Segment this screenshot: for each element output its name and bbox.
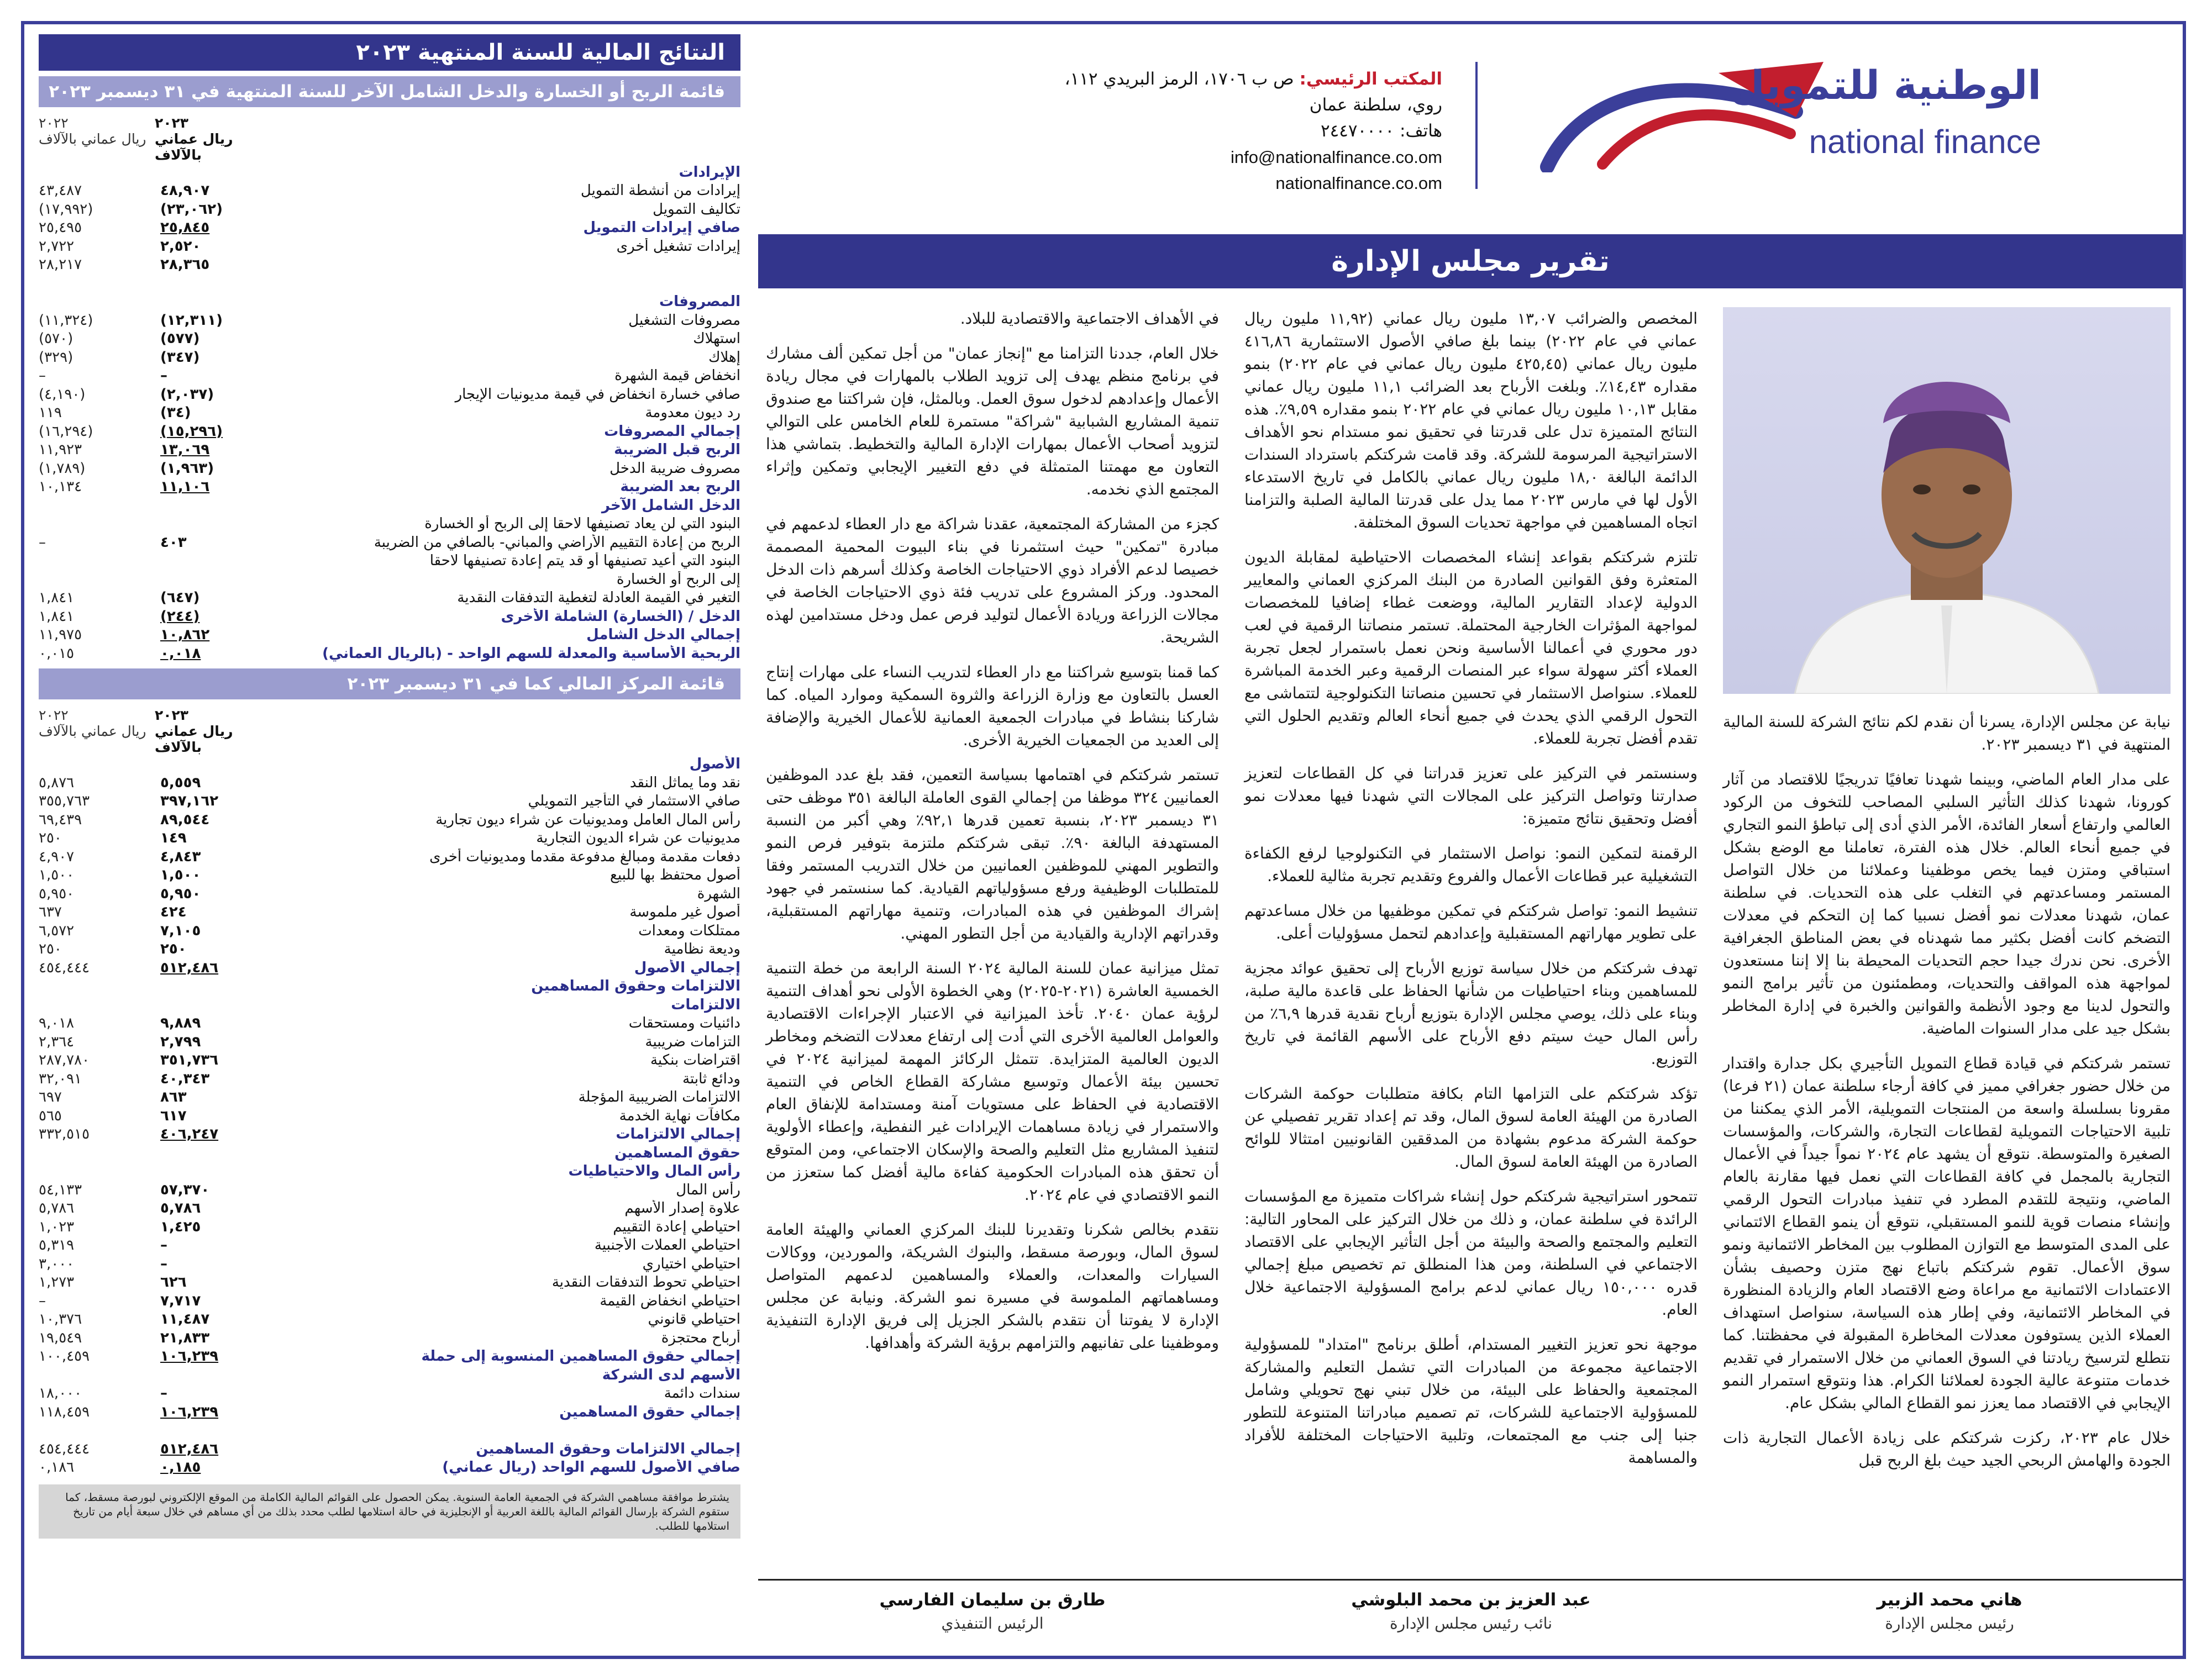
unit-label-2023: ريال عماني بالآلاف bbox=[155, 723, 233, 755]
value-2022: – bbox=[39, 367, 46, 385]
header-divider bbox=[1475, 62, 1478, 189]
financial-row bbox=[39, 1347, 740, 1366]
financial-row bbox=[39, 1255, 740, 1273]
value-2022: ١٠,٣٧٦ bbox=[39, 1311, 82, 1328]
value-2022: ٢٥٠ bbox=[39, 941, 62, 958]
balance-sheet-title: قائمة المركز المالي كما في ٣١ ديسمبر ٢٠٢٣ bbox=[39, 668, 740, 699]
row-label: البنود التي أعيد تصنيفها أو قد يتم إعادة تصنيفها لاحقا bbox=[429, 552, 740, 570]
financial-row bbox=[39, 200, 740, 219]
footnote: يشترط موافقة مساهمي الشركة في الجمعية العامة السنوية. يمكن الحصول على القوائم المالية الكاملة من الموقع الإلكتروني لبورصة مسقط، كما ستقوم الشركة بإرسال القوائم المالية باللغة العربية أو الإنجليزية في حالة استلامها لطلب محدد بذلك من أي مساهم في خلال سبعة أيام من تاريخ استلامها للطلب. bbox=[39, 1484, 740, 1539]
value-2023: ١١,٤٨٧ bbox=[160, 1311, 210, 1328]
financial-row bbox=[39, 1033, 740, 1051]
report-column-3 bbox=[766, 307, 1219, 1366]
paragraph: في الأهداف الاجتماعية والاقتصادية للبلاد. bbox=[960, 309, 1219, 328]
row-label: نقد وما يماثل النقد bbox=[629, 774, 740, 791]
financial-row bbox=[39, 644, 740, 663]
row-label: احتياطي تحوط التدفقات النقدية bbox=[551, 1274, 740, 1291]
row-label: انخفاض قيمة الشهرة bbox=[614, 367, 740, 385]
financial-row bbox=[39, 755, 740, 774]
value-2022: ٤٣,٤٨٧ bbox=[39, 182, 82, 199]
value-2023: ٢,٧٩٩ bbox=[160, 1033, 201, 1050]
financial-row bbox=[39, 626, 740, 645]
value-2023: ٠,٠١٨ bbox=[160, 645, 201, 662]
row-label: احتياطي العملات الأجنبية bbox=[594, 1237, 740, 1254]
financial-row bbox=[39, 977, 740, 996]
income-statement-table bbox=[39, 163, 740, 663]
value-2022: ١١,٩٢٣ bbox=[39, 441, 82, 459]
financial-row bbox=[39, 422, 740, 441]
row-label: صافي الاستثمار في التأجير التمويلي bbox=[528, 793, 740, 810]
value-2022: ١,٢٧٣ bbox=[39, 1274, 75, 1291]
row-label: الالتزامات bbox=[671, 996, 740, 1013]
year-2023-label: ٢٠٢٣ bbox=[155, 115, 189, 131]
row-label: البنود التي لن يعاد تصنيفها لاحقا إلى الربح أو الخسارة bbox=[424, 515, 740, 533]
report-title: تقرير مجلس الإدارة bbox=[1331, 245, 1610, 278]
value-2023: ٦٢٦ bbox=[160, 1274, 187, 1291]
row-label: وديعة نظامية bbox=[664, 941, 740, 958]
chairman-portrait-image bbox=[1723, 307, 2171, 694]
row-label: التزامات ضريبية bbox=[645, 1033, 740, 1050]
financial-row bbox=[39, 607, 740, 626]
row-label: صافي خسارة انخفاض في قيمة مديونيات الإيجار bbox=[455, 386, 740, 403]
financial-row bbox=[39, 515, 740, 534]
row-label: احتياطي انخفاض القيمة bbox=[600, 1292, 740, 1309]
income-statement-column-header bbox=[39, 115, 740, 163]
financial-row bbox=[39, 552, 740, 571]
row-label: دفعات مقدمة ومبالغ مدفوعة مقدما ومديونيات أخرى bbox=[429, 848, 740, 865]
value-2023: ١٠٦,٢٣٩ bbox=[160, 1403, 219, 1420]
signatory-title: الرئيس التنفيذي bbox=[941, 1614, 1044, 1632]
value-2023: – bbox=[160, 1255, 167, 1272]
financial-row bbox=[39, 1144, 740, 1162]
value-2022: – bbox=[39, 1292, 46, 1309]
paragraph: تلتزم شركتكم بقواعد إنشاء المخصصات الاحتياطية لمقابلة الديون المتعثرة وفق القوانين الصادرة من البنك المركزي العماني والمعايير الدولية لإعداد التقارير المالية، ووضعت غطاء إضافيا للمخصصات لمواجهة المؤثرات الخارجية المحتملة. تستمر منصاتنا الرقمية في لعب دور محوري في أعمالنا الأساسية ونحن نعمل باستمرار لجعل تجربة العملاء أكثر سهولة سواء عبر المنصات الرقمية وعبر الخدمة المباشرة للعملاء. سنواصل الاستثمار في تحسين منصاتنا التكنولوجية لتتماشى مع التحول الرقمي الذي يحدث في جميع أنحاء العالم وتقديم الحلول التي تقدم أفضل تجربة للعملاء. bbox=[1244, 548, 1698, 747]
value-2023: ٧,٧١٧ bbox=[160, 1292, 201, 1309]
value-2022: ٤,٩٠٧ bbox=[39, 848, 75, 865]
financial-row bbox=[39, 385, 740, 404]
row-label: احتياطي قانوني bbox=[648, 1311, 740, 1328]
signature-ceo bbox=[766, 1590, 1219, 1632]
value-2023: (٢,٠٣٧) bbox=[160, 386, 214, 403]
row-label: إجمالي المصروفات bbox=[604, 423, 740, 440]
value-2022: ٤٥٤,٤٤٤ bbox=[39, 1440, 90, 1457]
value-2022: (٣٢٩) bbox=[39, 349, 73, 366]
year-2022-label: ٢٠٢٢ bbox=[39, 707, 69, 723]
row-label: إيرادات تشغيل أخرى bbox=[616, 238, 740, 255]
row-label: الربح من إعادة التقييم الأراضي والمباني- بالصافي من الضريبة bbox=[374, 534, 740, 551]
value-2022: (٤,١٩٠) bbox=[39, 386, 86, 403]
value-2023: ١٤٩ bbox=[160, 830, 187, 847]
unit-label-2023: ريال عماني بالآلاف bbox=[155, 131, 233, 163]
paragraph: على مدار العام الماضي، وبينما شهدنا تعافيًا تدريجيًا للاقتصاد من آثار كورونا، شهدنا كذلك التأثير السلبي المصاحب للتخوف من الركود العالمي وارتفاع أسعار الفائدة، الأمر الذي أدى إلى تباطؤ النمو التجاري في جميع أنحاء العالم. خلال هذه الفترة، تعاملنا مع الوضع بشكل استباقي ومتزن فيما يخص موظفينا وعملائنا من خلال التواصل المستمر ومساعدتهم في التغلب على هذه التحديات. في سلطنة عمان، شهدنا معدلات نمو أفضل نسبيا كما إن التحكم في معدلات التضخم كانت أفضل بكثير مما شهدناه في بعض المناطق الجغرافية الأخرى. نحن ندرك جيدا حجم التحديات المحيطة بنا إلا إننا مستعدون لمواجهة هذه المواقف والتحديات، ومطمئنون من تأثير برامج النمو والتحول لدينا مع وجود الأنظمة والقوانين والخبرة في إدارة المخاطر بشكل جيد على مدار السنوات الماضية. bbox=[1723, 770, 2171, 1038]
financial-row bbox=[39, 404, 740, 423]
row-label: مديونيات عن شراء الديون التجارية bbox=[536, 830, 740, 847]
row-label: دائنيات ومستحقات bbox=[628, 1015, 740, 1032]
value-2023: ٢٥٠ bbox=[160, 941, 187, 958]
financial-row bbox=[39, 570, 740, 589]
value-2022: ٢٨٧,٧٨٠ bbox=[39, 1052, 90, 1069]
value-2023: (٥٧٧) bbox=[160, 330, 200, 347]
value-2023: ٢,٥٢٠ bbox=[160, 238, 201, 255]
value-2023: (٢٣,٠٦٢) bbox=[160, 201, 223, 218]
year-2022-label: ٢٠٢٢ bbox=[39, 115, 69, 131]
report-column-2 bbox=[1244, 307, 1698, 1481]
value-2022: ٦٩,٤٣٩ bbox=[39, 811, 82, 828]
report-title-bar bbox=[758, 234, 2183, 288]
paragraph: تتمحور استراتيجية شركتكم حول إنشاء شراكات متميزة مع المؤسسات الرائدة في سلطنة عمان، و ذلك من خلال التركيز على المحاور التالية: التعليم والمجتمع والصحة والبيئة من أجل التأثير الإيجابي على الاقتصاد الاجتماعي في السلطنة، ومن هذا المنطلق تم تخصيص مبلغ إجمالي قدره ١٥٠,٠٠٠ ريال عماني لدعم برامج المسؤولية الاجتماعية خلال العام. bbox=[1244, 1187, 1698, 1319]
row-label: الأسهم لدى الشركة bbox=[602, 1366, 740, 1383]
row-label: إجمالي حقوق المساهمين bbox=[559, 1403, 740, 1420]
financial-row bbox=[39, 1440, 740, 1458]
row-label: تكاليف التمويل bbox=[653, 201, 740, 218]
value-2023: ٩,٨٨٩ bbox=[160, 1015, 201, 1032]
signatory-name: عبد العزيز بن محمد البلوشي bbox=[1351, 1590, 1591, 1610]
financial-results-panel bbox=[39, 34, 740, 1636]
value-2022: ١,٥٠٠ bbox=[39, 867, 75, 884]
financial-row bbox=[39, 163, 740, 182]
value-2022: ١١,٩٧٥ bbox=[39, 626, 82, 644]
year-2023-label: ٢٠٢٣ bbox=[155, 707, 189, 723]
row-label: مصروف ضريبة الدخل bbox=[609, 460, 740, 477]
value-2022: ٥,٩٥٠ bbox=[39, 885, 75, 902]
value-2022: ٣٥٥,٧٦٣ bbox=[39, 793, 90, 810]
paragraph: نيابة عن مجلس الإدارة، يسرنا أن نقدم لكم نتائج الشركة للسنة المالية المنتهية في ٣١ ديسمبر ٢٠٢٣. bbox=[1723, 713, 2171, 754]
value-2023: ٥,٩٥٠ bbox=[160, 885, 201, 902]
financial-row bbox=[39, 1051, 740, 1070]
signatory-name: طارق بن سليمان الفارسي bbox=[879, 1590, 1106, 1610]
value-2022: ١٠,١٣٤ bbox=[39, 478, 82, 496]
signatory-title: رئيس مجلس الإدارة bbox=[1885, 1614, 2014, 1632]
row-label: المصروفات bbox=[659, 293, 740, 310]
row-label: الأصول bbox=[689, 756, 740, 773]
value-2023: (١٥,٢٩٦) bbox=[160, 423, 223, 440]
financial-row bbox=[39, 1310, 740, 1329]
value-2023: ٢٥,٨٤٥ bbox=[160, 219, 210, 236]
financial-row bbox=[39, 1403, 740, 1421]
row-label: الالتزامات وحقوق المساهمين bbox=[531, 978, 740, 995]
row-label: الشهرة bbox=[697, 885, 740, 902]
value-2022: ٥,٧٨٦ bbox=[39, 1200, 75, 1217]
value-2022: ١,٨٤١ bbox=[39, 608, 75, 625]
row-label: رأس المال والاحتياطيات bbox=[568, 1163, 740, 1180]
income-statement-title: قائمة الربح أو الخسارة والدخل الشامل الآخر للسنة المنتهية في ٣١ ديسمبر ٢٠٢٣ bbox=[39, 76, 740, 107]
row-label: مكافآت نهاية الخدمة bbox=[619, 1107, 740, 1124]
paragraph: تؤكد شركتكم على التزامها التام بكافة متطلبات حوكمة الشركات الصادرة من الهيئة العامة لسوق المال، وقد تم إعداد تقرير تفصيلي عن حوكمة الشركة مدعوم بشهادة من المدققين القانونيين امتثالا للوائح الصادرة من الهيئة العامة لسوق المال. bbox=[1244, 1084, 1698, 1171]
financial-row bbox=[39, 1125, 740, 1144]
paragraph: نتقدم بخالص شكرنا وتقديرنا للبنك المركزي العماني والهيئة العامة لسوق المال، وبورصة مسقط، والبنوك الشريكة، والموردين، ووكالات السيارات والمعدات، والعملاء والمساهمين لدعمهم المتواصل ومساهماتهم الملموسة في مسيرة نمو الشركة. ونيابة عن مجلس الإدارة لا يفوتنا أن نتقدم بالشكر الجزيل إلى فريق الإدارة التنفيذية وموظفينا على تفانيهم والتزامهم برؤية الشركة وأهدافها. bbox=[766, 1220, 1219, 1352]
value-2022: ١١٨,٤٥٩ bbox=[39, 1403, 90, 1420]
financial-row bbox=[39, 1384, 740, 1403]
row-label: رأس المال bbox=[676, 1181, 740, 1198]
financial-row bbox=[39, 773, 740, 792]
value-2022: ٢٨,٢١٧ bbox=[39, 256, 82, 273]
value-2022: ٢,٧٢٢ bbox=[39, 238, 75, 255]
value-2023: (١٢,٣١١) bbox=[160, 312, 223, 329]
row-label: إهلاك bbox=[708, 349, 740, 366]
financial-row bbox=[39, 810, 740, 829]
value-2022: (١,٧٨٩) bbox=[39, 460, 86, 477]
value-2023: ١,٤٢٥ bbox=[160, 1218, 201, 1235]
financial-row bbox=[39, 847, 740, 866]
financial-row bbox=[39, 884, 740, 903]
value-2023: ١,٥٠٠ bbox=[160, 867, 201, 884]
financial-row bbox=[39, 1162, 740, 1181]
paragraph: موجهة نحو تعزيز التغيير المستدام، أطلق برنامج "امتداد" للمسؤولية الاجتماعية مجموعة من المبادرات التي تشمل التعليم والمشاركة المجتمعية والحفاظ على البيئة، من خلال تبني نهج تحويلي وشامل للمسؤولية الاجتماعية للشركات، تم تصميم مبادراتنا المتنوعة للتطور جنبا إلى جنب مع المجتمعات، وتلبية الاحتياجات المختلفة للأفراد والمساهمة bbox=[1244, 1335, 1698, 1467]
row-label: صافي إيرادات التمويل bbox=[583, 219, 740, 236]
financial-row bbox=[39, 478, 740, 497]
value-2023: ١١,١٠٦ bbox=[160, 478, 210, 496]
value-2022: ٦٩٧ bbox=[39, 1089, 62, 1106]
value-2023: ٤٨,٩٠٧ bbox=[160, 182, 210, 199]
value-2023: ٥٧,٣٧٠ bbox=[160, 1181, 210, 1198]
row-label: حقوق المساهمين bbox=[614, 1144, 740, 1161]
phone: هاتف: ٢٤٤٧٠٠٠٠ bbox=[1320, 121, 1442, 141]
financial-row bbox=[39, 1088, 740, 1107]
financial-row bbox=[39, 311, 740, 330]
financial-row bbox=[39, 496, 740, 515]
financial-row bbox=[39, 256, 740, 275]
row-label: الالتزامات الضريبية المؤجلة bbox=[578, 1089, 740, 1106]
row-label: رد ديون معدومة bbox=[645, 404, 740, 422]
value-2022: (١١,٣٢٤) bbox=[39, 312, 93, 329]
financial-row bbox=[39, 1218, 740, 1236]
financial-row bbox=[39, 1458, 740, 1477]
row-label: الربحية الأساسية والمعدلة للسهم الواحد - (بالريال العماني) bbox=[322, 645, 740, 662]
financial-row bbox=[39, 1107, 740, 1125]
chairman-photo bbox=[1723, 307, 2171, 694]
head-office-label: المكتب الرئيسي: bbox=[1299, 69, 1442, 89]
row-label: احتياطي إعادة التقييم bbox=[613, 1218, 740, 1235]
financial-row bbox=[39, 1366, 740, 1384]
value-2023: ٥١٢,٤٨٦ bbox=[160, 1440, 219, 1457]
value-2023: ٤٠,٣٤٣ bbox=[160, 1070, 210, 1087]
paragraph: تمثل ميزانية عمان للسنة المالية ٢٠٢٤ السنة الرابعة من خطة التنمية الخمسية العاشرة (٢٠٢١-٢٠٢٥) وهي الخطوة الأولى نحو أهداف التنمية لرؤية عمان ٢٠٤٠. تأخذ الميزانية في الاعتبار الإجراءات الاقتصادية والعوامل العالمية الأخرى التي أدت إلى ارتفاع معدلات التضخم ومخاطر الديون العالمية المتزايدة. تتمثل الركائز المهمة لميزانية ٢٠٢٤ في تحسين بيئة الأعمال وتوسيع مشاركة القطاع الخاص في التنمية الاقتصادية في الحفاظ على مستويات آمنة ومستدامة للإنفاق العام والاستمرار في زيادة مساهمات الإيرادات غير النفطية، وإعطاء الأولوية لتنفيذ المشاريع مثل التعليم والصحة والإسكان الاجتماعي، ومن المتوقع أن تحقق هذه المبادرات الحكومية كفاءة مالية أفضل كما ستعزز من النمو الاقتصادي في عام ٢٠٢٤. bbox=[766, 959, 1219, 1204]
value-2022: ٣٣٢,٥١٥ bbox=[39, 1126, 90, 1143]
paragraph: خلال العام، جددنا التزامنا مع "إنجاز عمان" من أجل تمكين ألف مشارك في برنامج منظم يهدف إلى تزويد الطلاب بالمهارات في مجال ريادة الأعمال وإعدادهم لدخول سوق العمل. وبالمثل، فإن شراكتنا مع صندوق تنمية المشاريع الشبابية "شراكة" مستمرة للعام الخامس على التوالي لتزويد أصحاب الأعمال بمهارات الإدارة المالية والتخطيط. بتماشي هذا التعاون مع مهمتنا المتمثلة في دفع التغيير الإيجابي وتمكين وإثراء المجتمع الذي نخدمه. bbox=[766, 344, 1219, 498]
financial-row bbox=[39, 1273, 740, 1292]
value-2022: ٥,٣١٩ bbox=[39, 1237, 75, 1254]
value-2023: ١٠٦,٢٣٩ bbox=[160, 1348, 219, 1365]
financial-row bbox=[39, 441, 740, 460]
financial-row bbox=[39, 829, 740, 848]
value-2022: ٠,٠١٥ bbox=[39, 645, 75, 662]
financial-row bbox=[39, 589, 740, 608]
value-2022: ٢٥,٤٩٥ bbox=[39, 219, 82, 236]
value-2023: – bbox=[160, 1385, 167, 1402]
financial-row bbox=[39, 533, 740, 552]
paragraph: المخصص والضرائب ١٣,٠٧ مليون ريال عماني (١١,٩٢ مليون ريال عماني في عام ٢٠٢٢) بينما بلغ صافي الأصول الاستثمارية ٤١٦,٨٦ مليون ريال عماني (٤٢٥,٤٥ مليون ريال عماني في عام ٢٠٢٢) بنمو مقداره ١٤,٤٣٪. وبلغت الأرباح بعد الضرائب ١١,١ مليون ريال عماني مقابل ١٠,١٣ مليون ريال عماني في عام ٢٠٢٢ بنمو مقداره ٩,٥٩٪. هذه النتائج المتميزة تدل على قدرتنا في تحقيق نمو مستدام نحو الأهداف الاستراتيجية المرسومة للشركة. وقد قامت شركتكم باسترداد السندات الدائمة البالغة ١٨,٠ مليون ريال عماني بالكامل في تاريخ الاستدعاء الأول لها في مارس ٢٠٢٣ مما يدل على قدرتنا المالية الصلبة والتزامنا اتجاه المساهمين في مواجهة تحديات السوق المختلفة. bbox=[1244, 309, 1698, 531]
po-box: ص ب ١٧٠٦، الرمز البريدي ١١٢، bbox=[1064, 69, 1294, 89]
value-2023: (٣٤) bbox=[160, 404, 191, 422]
row-label: إجمالي الدخل الشامل bbox=[586, 626, 740, 644]
value-2022: ١١٩ bbox=[39, 404, 62, 422]
value-2023: ٥,٧٨٦ bbox=[160, 1200, 201, 1217]
financial-row bbox=[39, 1292, 740, 1310]
balance-sheet-column-header bbox=[39, 707, 740, 755]
value-2022: (١٧,٩٩٢) bbox=[39, 201, 93, 218]
row-label: الربح قبل الضريبة bbox=[614, 441, 740, 459]
row-label: إجمالي الالتزامات bbox=[616, 1126, 740, 1143]
paragraph: تستمر شركتكم في قيادة قطاع التمويل التأجيري بكل جدارة واقتدار من خلال حضور جغرافي مميز في كافة أرجاء سلطنة عمان (٢١ فرعا) مقرونا بسلسلة واسعة من المنتجات التمويلية، الأمر الذي يمكننا من تلبية الاحتياجات التمويلية لقطاعات التجارة، والشركات، والمؤسسات الصغيرة والمتوسطة. نتوقع أن يشهد عام ٢٠٢٤ نمواً جيداً في الأعمال التجارية بالمجمل في كافة القطاعات التي نعمل فيها مقارنة بالعام الماضي، ونتيجة للتقدم المطرد في تنفيذ مبادرات التحول الرقمي وإنشاء منصات قوية للنمو المستقبلي، نتوقع أن ينمو القطاع الائتماني على المدى المتوسط مع التوازن المطلوب بين المخاطر الائتمانية ونمو سوق الأعمال. تقوم شركتكم باتباع نهج متزن وحصيف بشأن الاعتمادات الائتمانية مع مراعاة وضع الاقتصاد العام والزيادة المنظورة في المخاطر الائتمانية، وفي إطار هذه السياسة، سنواصل استهداف العملاء الذين يستوفون معدلات المخاطرة المقبولة في محفظتنا. كما نتطلع لترسيخ ريادتنا في السوق العماني من خلال الاستمرار في تقديم خدمات متنوعة عالية الجودة لعملائنا الكرام. هذا ونتوقع استمرار النمو الإيجابي في الاقتصاد مما يعزز نمو القطاع المالي بشكل عام. bbox=[1723, 1054, 2171, 1412]
financial-row bbox=[39, 1199, 740, 1218]
value-2022: ١,٠٢٣ bbox=[39, 1218, 75, 1235]
value-2022: ٦,٥٧٢ bbox=[39, 922, 75, 939]
row-label: صافي الأصول للسهم الواحد (ريال عماني) bbox=[442, 1459, 740, 1476]
financial-row bbox=[39, 921, 740, 940]
signatory-title: نائب رئيس مجلس الإدارة bbox=[1390, 1614, 1552, 1632]
financial-row bbox=[39, 367, 740, 386]
financial-row bbox=[39, 274, 740, 293]
value-2022: ٥٦٥ bbox=[39, 1107, 62, 1124]
value-2022: ٢,٣٦٤ bbox=[39, 1033, 75, 1050]
value-2022: ٢٥٠ bbox=[39, 830, 62, 847]
value-2023: ٤٠٦,٢٤٧ bbox=[160, 1126, 219, 1143]
paragraph: وسنستمر في التركيز على تعزيز قدراتنا في كل القطاعات لتعزيز صدارتنا وتواصل التركيز على المجالات التي شهدنا فيها معدلات نمو أفضل وتحقيق نتائج متميزة: bbox=[1244, 764, 1698, 828]
financial-row bbox=[39, 1070, 740, 1088]
row-label: إجمالي الأصول bbox=[634, 959, 740, 976]
report-column-1 bbox=[1723, 710, 2171, 1484]
value-2023: – bbox=[160, 1237, 167, 1254]
balance-sheet-table bbox=[39, 755, 740, 1477]
financial-row bbox=[39, 348, 740, 367]
value-2022: ٥٤,١٣٣ bbox=[39, 1181, 82, 1198]
value-2023: ٣٥١,٧٣٦ bbox=[160, 1052, 219, 1069]
row-label: اقتراضات بنكية bbox=[650, 1052, 740, 1069]
financial-row bbox=[39, 1181, 740, 1199]
value-2023: ٨٦٣ bbox=[160, 1089, 187, 1106]
value-2023: ٧,١٠٥ bbox=[160, 922, 201, 939]
value-2023: ٢١,٨٣٣ bbox=[160, 1329, 210, 1346]
paragraph: خلال عام ٢٠٢٣، ركزت شركتكم على زيادة الأعمال التجارية ذات الجودة والهامش الربحي الجيد حيث بلغ الربح قبل bbox=[1723, 1429, 2171, 1470]
paragraph: تهدف شركتكم من خلال سياسة توزيع الأرباح إلى تحقيق عوائد مجزية للمساهمين وبناء احتياطيات من شأنها الحفاظ على قاعدة مالية صلبة، وبناء على ذلك، يوصي مجلس الإدارة بتوزيع أرباح نقدية قدرها ٦,٩٪ من رأس المال حيث سيتم دفع الأرباح على الأسهم القائمة في تاريخ التوزيع. bbox=[1244, 959, 1698, 1068]
value-2022: ٣٢,٠٩١ bbox=[39, 1070, 82, 1087]
value-2022: ٥,٨٧٦ bbox=[39, 774, 75, 791]
row-label: استهلاك bbox=[693, 330, 740, 347]
paragraph: تستمر شركتكم في اهتمامها بسياسة التعمين، فقد بلغ عدد الموظفين العمانيين ٣٢٤ موظفا من إجمالي القوى العاملة البالغة ٣٥١ موظف حتى ٣١ ديسمبر ٢٠٢٣، بنسبة تعمين قدرها ٩٢,١٪ وهي أكبر من النسبة المستهدفة البالغة ٩٠٪. تبقى شركتكم ملتزمة بتوفير فرص النمو والتطوير المهني للموظفين العمانيين من خلال التدريب المستمر وفقا للمتطلبات الوظيفية ورفع مسؤولياتهم القيادية. كما سنستمر في جهود إشراك الموظفين في هذه المبادرات، وتنمية مهاراتهم المستقبلية، وقدراتهم الإدارية والقيادية من أجل التطور المهني. bbox=[766, 766, 1219, 942]
value-2022: (١٦,٢٩٤) bbox=[39, 423, 93, 440]
row-label: أصول محتفظ بها للبيع bbox=[609, 867, 740, 884]
head-office-address bbox=[1017, 66, 1442, 196]
value-2023: ٤,٨٤٣ bbox=[160, 848, 201, 865]
value-2023: (٢٤٤) bbox=[160, 608, 200, 625]
value-2022: (٥٧٠) bbox=[39, 330, 73, 347]
value-2022: ٠,١٨٦ bbox=[39, 1459, 75, 1476]
value-2022: ١٠٠,٤٥٩ bbox=[39, 1348, 90, 1365]
value-2022: ٤٥٤,٤٤٤ bbox=[39, 959, 90, 976]
value-2022: ٩,٠١٨ bbox=[39, 1015, 75, 1032]
financial-row bbox=[39, 1236, 740, 1255]
brand-name-english: national finance bbox=[1809, 123, 2041, 160]
financial-row bbox=[39, 940, 740, 959]
value-2023: – bbox=[160, 367, 167, 385]
signature-divider bbox=[758, 1579, 2183, 1581]
row-label: رأس المال العامل ومديونيات عن شراء ديون تجارية bbox=[435, 811, 740, 828]
paragraph: كما قمنا بتوسيع شراكتنا مع دار العطاء لتدريب النساء على مهارات إنتاج العسل بالتعاون مع وزارة الزراعة والثروة السمكية وموارد المياه. كما شاركنا بنشاط في مبادرات الجمعية العمانية للأعمال الخيرية والإضافة إلى العديد من الجمعيات الخيرية الأخرى. bbox=[766, 663, 1219, 749]
paragraph: الرقمنة لتمكين النمو: نواصل الاستثمار في التكنولوجيا لرفع الكفاءة التشغيلية عبر قطاعات الأعمال والفروع وتقديم تجربة مثالية للعملاء. bbox=[1244, 844, 1698, 885]
paragraph: تنشيط النمو: تواصل شركتكم في تمكين موظفيها من خلال مساعدتهم على تطوير مهاراتهم المستقبلية وإعدادهم لتحمل مسؤوليات أعلى. bbox=[1244, 902, 1698, 942]
row-label: إجمالي الالتزامات وحقوق المساهمين bbox=[476, 1440, 740, 1457]
city: روي، سلطنة عمان bbox=[1309, 95, 1442, 115]
row-label: الإيرادات bbox=[679, 164, 740, 181]
value-2023: ٥١٢,٤٨٦ bbox=[160, 959, 219, 976]
website-link[interactable]: nationalfinance.co.om bbox=[1275, 173, 1442, 193]
email-link[interactable]: info@nationalfinance.co.om bbox=[1230, 148, 1442, 167]
financial-row bbox=[39, 903, 740, 922]
value-2022: ٦٣٧ bbox=[39, 904, 62, 921]
financial-results-title: النتائج المالية للسنة المنتهية ٢٠٢٣ bbox=[39, 34, 740, 71]
value-2023: (٣٤٧) bbox=[160, 349, 200, 366]
brand-name-arabic: الوطنية للتمويل bbox=[1730, 62, 2041, 108]
financial-row bbox=[39, 459, 740, 478]
value-2023: ٥,٥٥٩ bbox=[160, 774, 201, 791]
value-2023: ٤٢٤ bbox=[160, 904, 187, 921]
paragraph: كجزء من المشاركة المجتمعية، عقدنا شراكة مع دار العطاء لدعمهم في مبادرة "تمكين" حيث استثمرنا في بناء البيوت المحمية المصممة خصيصا لدعم الأفراد ذوي الاحتياجات الخاصة وكذلك أسرهم ذات الدخل المحدود. وركز المشروع على تدريب فئة ذوي الاحتياجات الخاصة في مجالات الزراعة وريادة الأعمال لتوليد فرص عمل ودخل مستدامين لهذه الشريحة. bbox=[766, 515, 1219, 646]
value-2023: ٦١٧ bbox=[160, 1107, 187, 1124]
row-label: مصروفات التشغيل bbox=[628, 312, 740, 329]
row-label: علاوة إصدار الأسهم bbox=[624, 1200, 740, 1217]
value-2022: ١,٨٤١ bbox=[39, 589, 75, 607]
unit-label-2022: ريال عماني بالآلاف bbox=[39, 723, 146, 739]
value-2022: ٣,٠٠٠ bbox=[39, 1255, 75, 1272]
value-2023: (٦٤٧) bbox=[160, 589, 200, 607]
row-label: الربح بعد الضريبة bbox=[620, 478, 740, 496]
value-2023: (١,٩٦٣) bbox=[160, 460, 214, 477]
financial-row bbox=[39, 1329, 740, 1347]
row-label: ممتلكات ومعدات bbox=[638, 922, 740, 939]
value-2023: ١٣,٠٦٩ bbox=[160, 441, 210, 459]
value-2023: ٠,١٨٥ bbox=[160, 1459, 201, 1476]
row-label: أرباح محتجزة bbox=[661, 1329, 740, 1346]
row-label: ودائع ثابتة bbox=[682, 1070, 740, 1087]
row-label: أصول غير ملموسة bbox=[629, 904, 740, 921]
financial-row bbox=[39, 293, 740, 312]
row-label: إجمالي حقوق المساهمين المنسوبة إلى حملة bbox=[421, 1348, 740, 1365]
row-label: سندات دائمة bbox=[664, 1385, 740, 1402]
financial-row bbox=[39, 996, 740, 1014]
financial-row bbox=[39, 792, 740, 811]
unit-label-2022: ريال عماني بالآلاف bbox=[39, 131, 146, 147]
row-label: الدخل الشامل الآخر bbox=[601, 497, 740, 514]
row-label: الدخل / (الخسارة) الشاملة الأخرى bbox=[501, 608, 740, 625]
row-label: إيرادات من أنشطة التمويل bbox=[580, 182, 740, 199]
signatory-name: هاني محمد الزبير bbox=[1877, 1590, 2022, 1610]
value-2023: ١٠,٨٦٢ bbox=[160, 626, 210, 644]
financial-row bbox=[39, 866, 740, 885]
value-2023: ٤٠٣ bbox=[160, 534, 187, 551]
financial-row bbox=[39, 330, 740, 349]
value-2023: ٨٩,٥٤٤ bbox=[160, 811, 210, 828]
financial-row bbox=[39, 1421, 740, 1440]
financial-row bbox=[39, 237, 740, 256]
financial-row bbox=[39, 219, 740, 238]
value-2022: ١٩,٥٤٩ bbox=[39, 1329, 82, 1346]
value-2023: ٣٩٧,١٦٢ bbox=[160, 793, 219, 810]
signature-chairman bbox=[1723, 1590, 2176, 1632]
financial-row bbox=[39, 1014, 740, 1033]
row-label: التغير في القيمة العادلة لتغطية التدفقات النقدية bbox=[457, 589, 740, 607]
value-2022: ١٨,٠٠٠ bbox=[39, 1385, 82, 1402]
value-2022: – bbox=[39, 534, 46, 551]
value-2023: ٢٨,٣٦٥ bbox=[160, 256, 210, 273]
row-label: إلى الربح أو الخسارة bbox=[616, 571, 740, 588]
signature-vice-chairman bbox=[1244, 1590, 1698, 1632]
financial-row bbox=[39, 182, 740, 201]
row-label: احتياطي اختياري bbox=[642, 1255, 740, 1272]
financial-row bbox=[39, 959, 740, 977]
